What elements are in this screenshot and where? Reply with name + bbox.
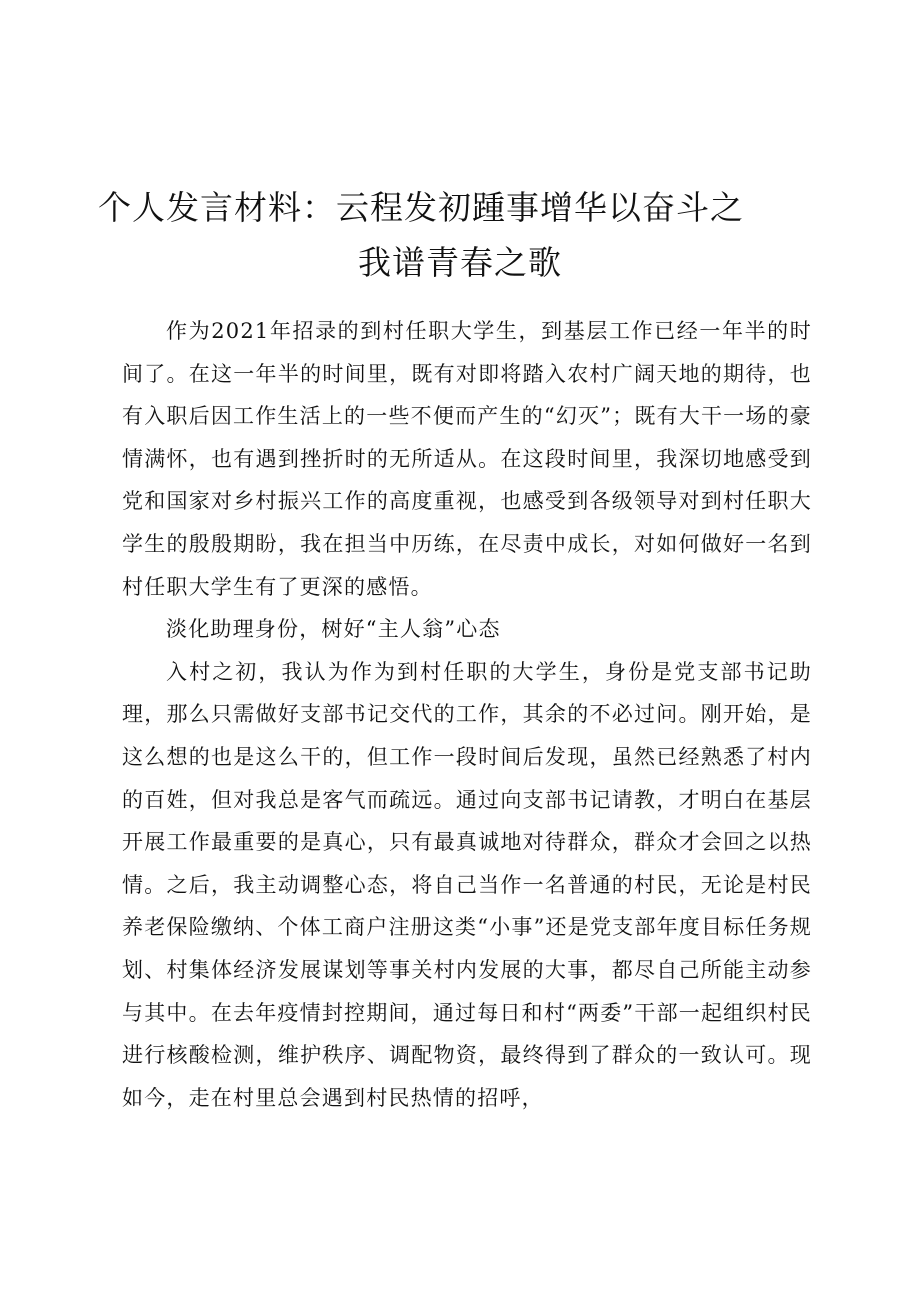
section-heading: 淡化助理身份，树好“主人翁”心态 [166,617,501,642]
document-title-line-1: 个人发言材料：云程发初踵事增华以奋斗之 [98,188,744,227]
section-paragraph: 入村之初，我认为作为到村任职的大学生，身份是党支部书记助理，那么只需做好支部书记交代的工作，其余的不必过问。刚开始，是这么想的也是这么干的，但工作一段时间后发现，虽然已经熟悉了村内的百姓，但对我总是客气而疏远。通过向支部书记请教，才明白在基层开展工作最重要的是真心，只有最真诚地对待群众，群众才会回之以热情。之后，我主动调整心态，将自己当作一名普通的村民，无论是村民养老保险缴纳、个体工商户注册这类“小事”还是党支部年度目标任务规划、村集体经济发展谋划等事关村内发展的大事，都尽自己所能主动参与其中。在去年疫情封控期间，通过每日和村“两委”干部一起组织村民进行核酸检测，维护秩序、调配物资，最终得到了群众的一致认可。现如今，走在村里总会遇到村民热情的招呼， [122,659,812,1110]
intro-paragraph: 作为2021年招录的到村任职大学生，到基层工作已经一年半的时间了。在这一年半的时间里，既有对即将踏入农村广阔天地的期待，也有入职后因工作生活上的一些不便而产生的“幻灭”；既有大干一场的豪情满怀，也有遇到挫折时的无所适从。在这段时间里，我深切地感受到党和国家对乡村振兴工作的高度重视，也感受到各级领导对到村任职大学生的殷殷期盼，我在担当中历练，在尽责中成长，对如何做好一名到村任职大学生有了更深的感悟。 [122,319,812,599]
document-body [122,310,812,1119]
document-title-line-2: 我谱青春之歌 [358,243,562,282]
